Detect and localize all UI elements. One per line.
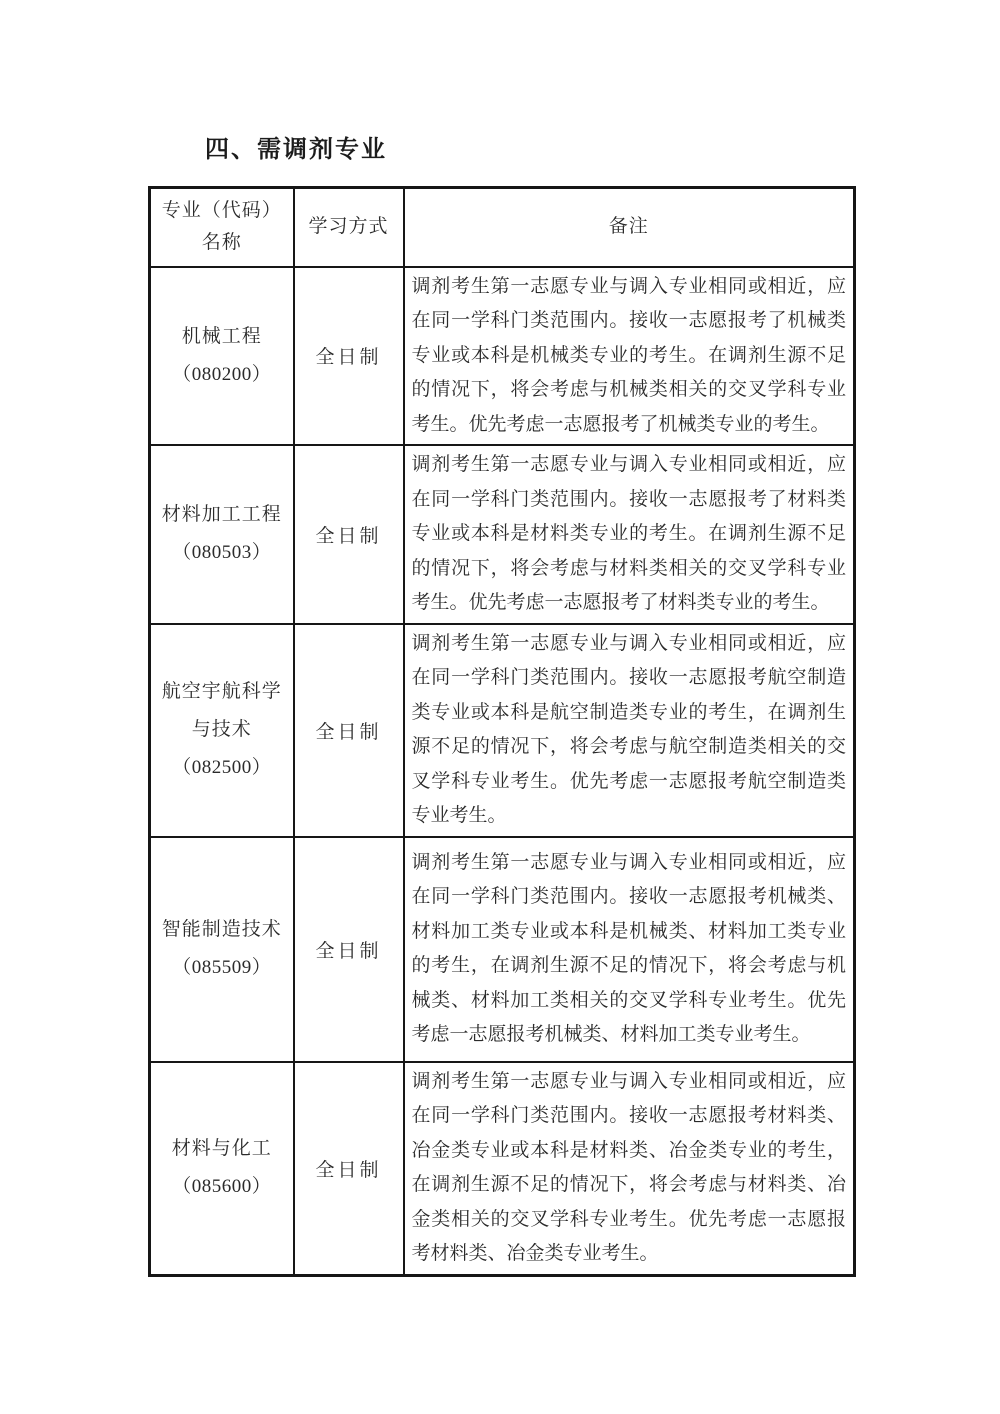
remark-text: 调剂考生第一志愿专业与调入专业相同或相近，应在同一学科门类范围内。接收一志愿报考了材料类专业或本科是材料类专业的考生。在调剂生源不足的情况下，将会考虑与材料类相关的交叉学科专业考生。优先考虑一志愿报考了材料类专业的考生。 <box>404 445 855 624</box>
study-mode: 全日制 <box>294 624 404 837</box>
remark-text: 调剂考生第一志愿专业与调入专业相同或相近，应在同一学科门类范围内。接收一志愿报考航空制造类专业或本科是航空制造类专业的考生，在调剂生源不足的情况下，将会考虑与航空制造类相关的交叉学科专业考生。优先考虑一志愿报考航空制造类专业考生。 <box>404 624 855 837</box>
table-header-row <box>150 188 855 267</box>
header-major-line2: 名称 <box>201 232 242 254</box>
remark-text: 调剂考生第一志愿专业与调入专业相同或相近，应在同一学科门类范围内。接收一志愿报考了机械类专业或本科是机械类专业的考生。在调剂生源不足的情况下，将会考虑与机械类相关的交叉学科专业考生。优先考虑一志愿报考了机械类专业的考生。 <box>404 267 855 446</box>
study-mode: 全日制 <box>294 445 404 624</box>
table-row <box>150 445 855 624</box>
header-major-code-name <box>150 188 294 267</box>
major-name: 材料与化工 <box>171 1138 272 1159</box>
major-cell <box>150 624 294 837</box>
major-cell <box>150 837 294 1062</box>
major-code: （085600） <box>172 1176 272 1197</box>
adjustment-majors-table <box>148 186 856 1277</box>
major-cell <box>150 1062 294 1276</box>
table-row <box>150 624 855 837</box>
remark-text: 调剂考生第一志愿专业与调入专业相同或相近，应在同一学科门类范围内。接收一志愿报考机械类、材料加工类专业或本科是机械类、材料加工类专业的考生，在调剂生源不足的情况下，将会考虑与机械类、材料加工类相关的交叉学科专业考生。优先考虑一志愿报考机械类、材料加工类专业考生。 <box>404 837 855 1062</box>
major-name: 智能制造技术 <box>161 919 282 940</box>
major-cell <box>150 445 294 624</box>
major-code: （085509） <box>172 957 272 978</box>
study-mode: 全日制 <box>294 1062 404 1276</box>
study-mode: 全日制 <box>294 837 404 1062</box>
major-code: （080503） <box>172 542 272 564</box>
table-row <box>150 1062 855 1276</box>
major-name: 机械工程 <box>181 325 262 347</box>
table-row <box>150 267 855 446</box>
study-mode: 全日制 <box>294 267 404 446</box>
table-row <box>150 837 855 1062</box>
major-name: 航空宇航科学与技术 <box>161 681 282 740</box>
header-major-line1: 专业（代码） <box>161 200 282 222</box>
major-code: （082500） <box>172 757 272 778</box>
major-cell <box>150 267 294 446</box>
remark-text: 调剂考生第一志愿专业与调入专业相同或相近，应在同一学科门类范围内。接收一志愿报考材料类、冶金类专业或本科是材料类、冶金类专业的考生，在调剂生源不足的情况下，将会考虑与材料类、冶金类相关的交叉学科专业考生。优先考虑一志愿报考材料类、冶金类专业考生。 <box>404 1062 855 1276</box>
major-code: （080200） <box>172 363 272 385</box>
section-title: 四、需调剂专业 <box>205 136 387 163</box>
header-study-mode: 学习方式 <box>294 188 404 267</box>
major-name: 材料加工工程 <box>161 504 282 526</box>
header-remark: 备注 <box>404 188 855 267</box>
